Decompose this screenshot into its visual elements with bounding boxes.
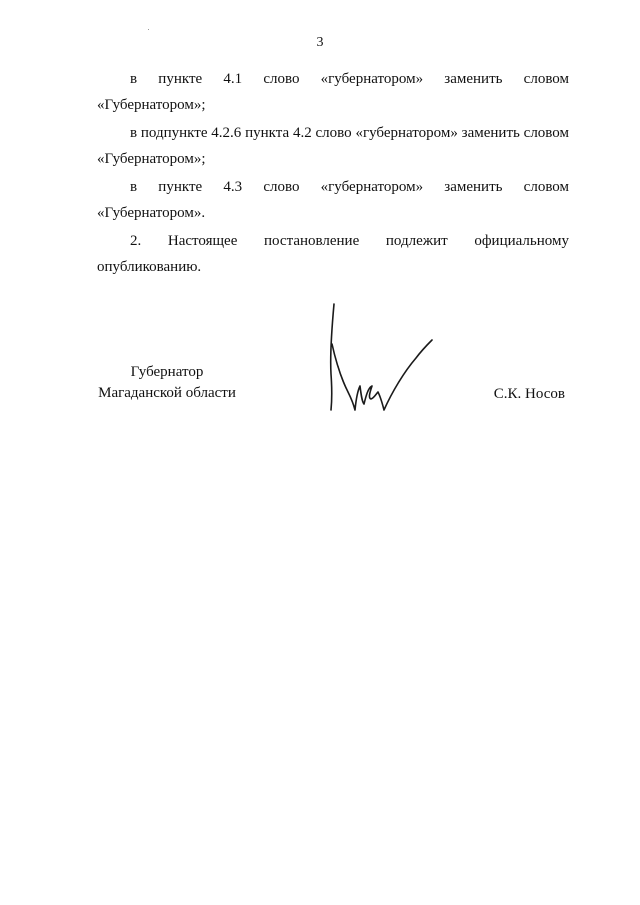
paragraph-line: в подпункте 4.2.6 пункта 4.2 слово «губернатором» заменить словом [130, 125, 569, 141]
paragraph-publication [97, 228, 569, 280]
paragraph-line: в пункте 4.1 слово «губернатором» заменить словом [130, 71, 569, 87]
scan-speck [148, 29, 149, 30]
paragraph-amend-4-1 [97, 66, 569, 118]
paragraph-line: «Губернатором». [97, 205, 206, 221]
paragraph-line: в пункте 4.3 слово «губернатором» заменить словом [130, 179, 569, 195]
paragraph-amend-4-2-6 [97, 120, 569, 172]
page-number: 3 [316, 35, 324, 50]
signature-stroke [331, 304, 432, 410]
signatory-title-line: Губернатор [130, 364, 204, 380]
signatory-title-line: Магаданской области [98, 385, 236, 401]
handwritten-signature [310, 296, 450, 422]
paragraph-line: «Губернатором»; [97, 97, 206, 113]
paragraph-amend-4-3 [97, 174, 569, 226]
signatory-name: С.К. Носов [493, 386, 565, 402]
signatory-title [90, 362, 244, 404]
paragraph-line: опубликованию. [97, 259, 202, 275]
paragraph-line: 2. Настоящее постановление подлежит официальному [130, 233, 569, 249]
paragraph-line: «Губернатором»; [97, 151, 206, 167]
